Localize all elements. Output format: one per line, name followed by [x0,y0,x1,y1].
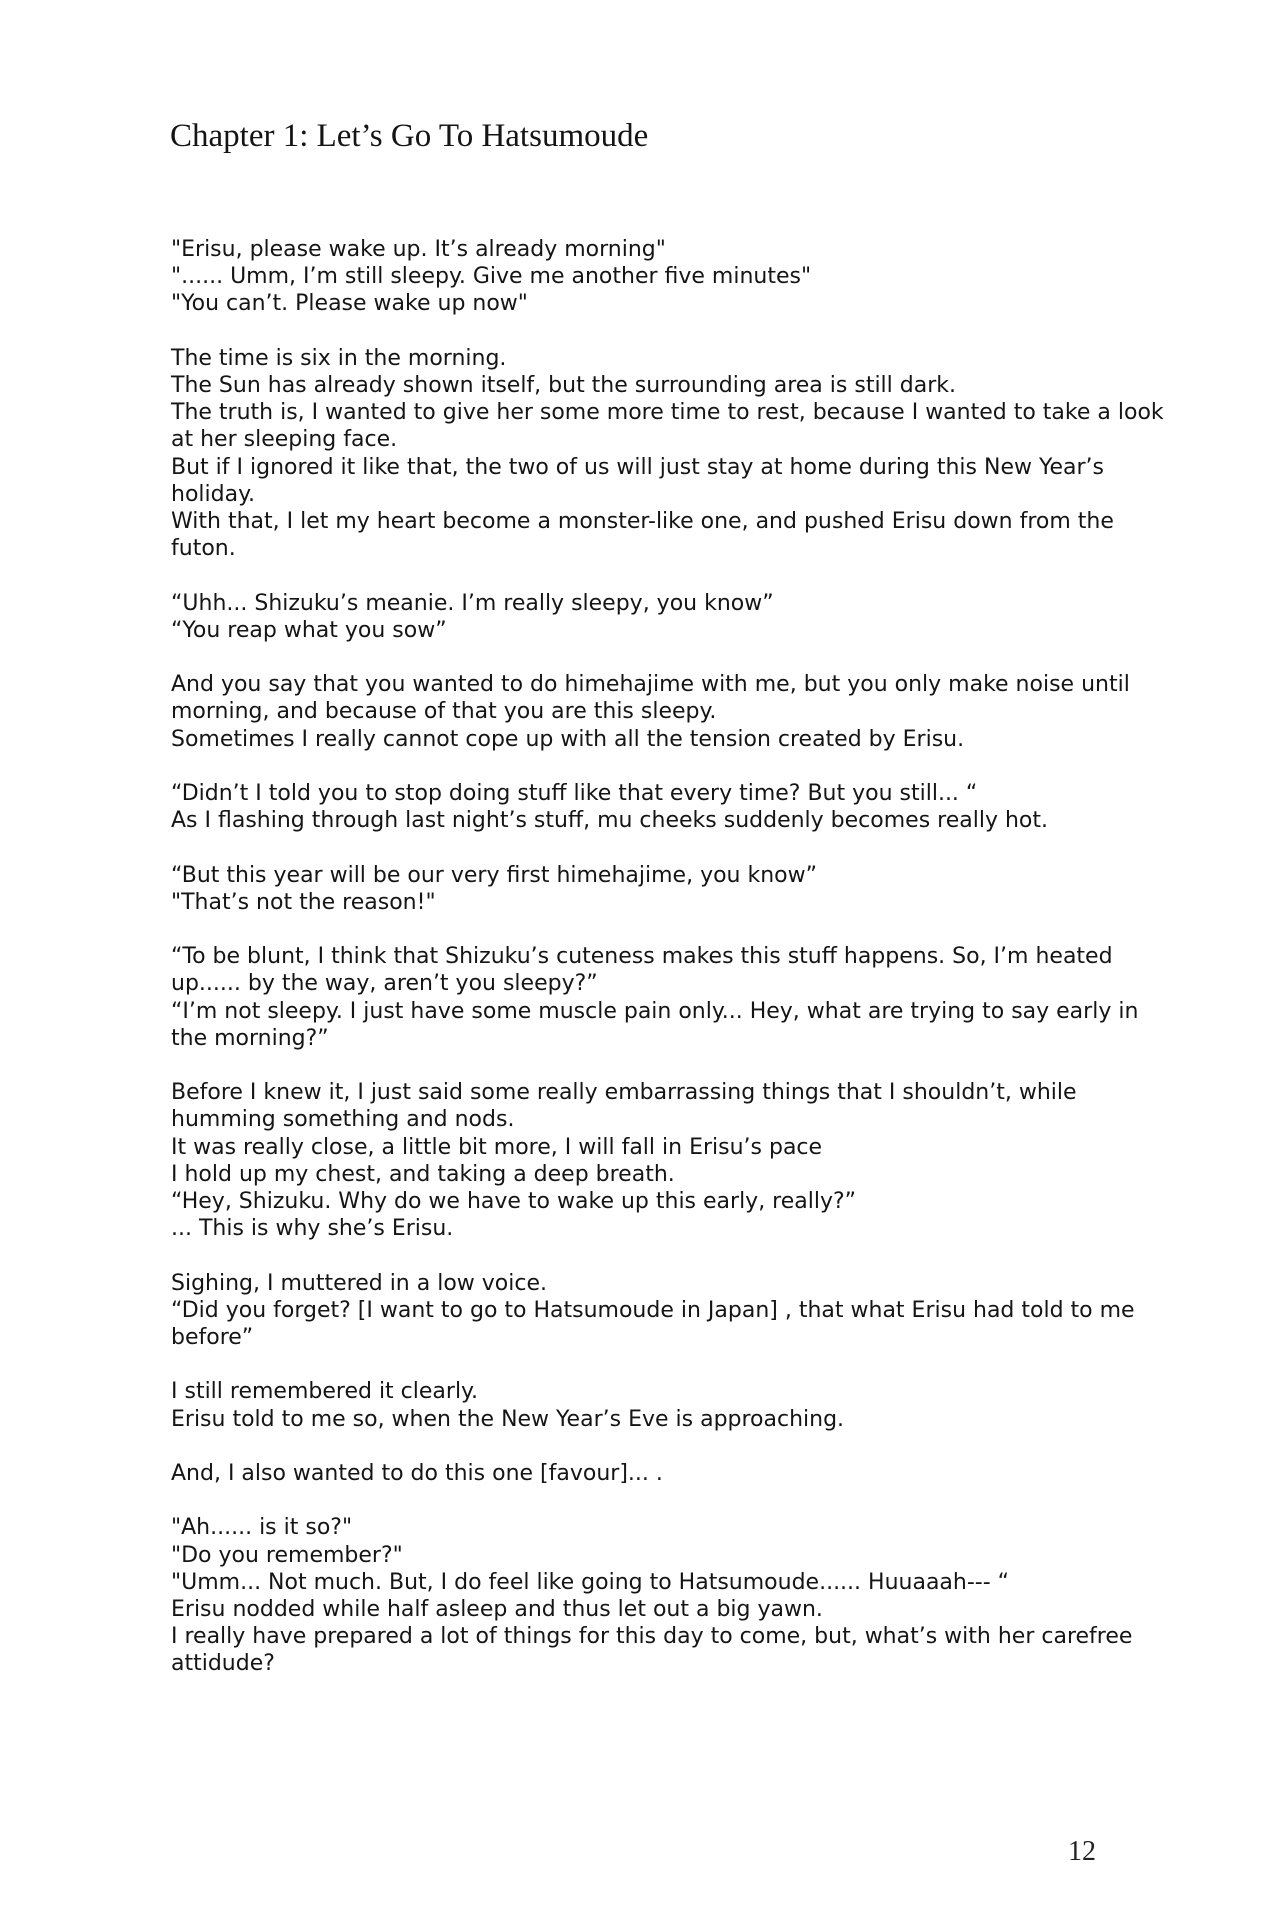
body-line: With that, I let my heart become a monster-like one, and pushed Erisu down from the futon. [171,509,1114,562]
body-line: And, I also wanted to do this one [favour]... . [171,1460,663,1486]
body-line: The Sun has already shown itself, but the surrounding area is still dark. [171,373,956,398]
body-line: Sighing, I muttered in a low voice. [171,1270,547,1296]
body-line: "...... Umm, I’m still sleepy. Give me another five minutes" [171,264,812,290]
body-line: I still remembered it clearly. [171,1379,478,1405]
body-line: Before I knew it, I just said some really embarrassing things that I shouldn’t, while humming something and nods. [171,1080,1077,1133]
body-line: And you say that you wanted to do himehajime with me, but you only make noise until morning, and because of that you are this sleepy. [171,672,1130,725]
body-line: "Do you remember?" [171,1542,403,1568]
body-line: It was really close, a little bit more, I will fall in Erisu’s pace [171,1134,823,1160]
paragraph-gap [171,1433,1171,1460]
body-line: "Erisu, please wake up. It’s already morning" [171,237,666,262]
body-line: “Did you forget? [I want to go to Hatsumoude in Japan] , that what Erisu had told to me before” [171,1297,1135,1350]
paragraph-gap [171,318,1171,345]
body-line: "You can’t. Please wake up now" [171,291,528,317]
body-line: “To be blunt, I think that Shizuku’s cuteness makes this stuff happens. So, I’m heated up...... by the way, aren’t you sleepy?” [171,944,1113,997]
body-line: “You reap what you sow” [171,617,447,643]
body-line: I hold up my chest, and taking a deep breath. [171,1161,675,1187]
body-line: "Ah...... is it so?" [171,1515,353,1541]
paragraph-gap [171,1242,1171,1269]
body-line: “But this year will be our very first himehajime, you know” [171,862,818,888]
body-line: "Umm... Not much. But, I do feel like going to Hatsumoude...... Huuaaah--- “ [171,1569,1010,1595]
body-line: As I flashing through last night’s stuff, mu cheeks suddenly becomes really hot. [171,808,1048,834]
body-line: ... This is why she’s Erisu. [171,1216,454,1242]
body-line: But if I ignored it like that, the two of us will just stay at home during this New Year’s holiday. [171,454,1105,507]
body-line: “Uhh... Shizuku’s meanie. I’m really sleepy, you know” [171,590,774,616]
paragraph-gap [171,1052,1171,1079]
body-line: “Didn’t I told you to stop doing stuff like that every time? But you still... “ [171,781,978,806]
body-line: "That’s not the reason!" [171,889,436,915]
chapter-title: Chapter 1: Let’s Go To Hatsumoude [170,118,649,154]
body-line: Erisu nodded while half asleep and thus let out a big yawn. [171,1596,823,1622]
body-line: Erisu told to me so, when the New Year’s Eve is approaching. [171,1406,845,1432]
paragraph-gap [171,834,1171,861]
body-line: “I’m not sleepy. I just have some muscle pain only... Hey, what are trying to say early in the morning?” [171,998,1139,1051]
body-line: I really have prepared a lot of things for this day to come, but, what’s with her carefree attidude? [171,1624,1133,1677]
paragraph-gap [171,562,1171,589]
paragraph-gap [171,644,1171,671]
body-text [171,236,1171,1678]
body-line: The time is six in the morning. [171,345,507,371]
page-number: 12 [1068,1836,1096,1867]
paragraph-gap [171,916,1171,943]
body-line: The truth is, I wanted to give her some more time to rest, because I wanted to take a look at her sleeping face. [171,400,1164,453]
body-line: “Hey, Shizuku. Why do we have to wake up this early, really?” [171,1189,857,1214]
paragraph-gap [171,1487,1171,1514]
body-line: Sometimes I really cannot cope up with all the tension created by Erisu. [171,726,965,752]
paragraph-gap [171,1351,1171,1378]
paragraph-gap [171,753,1171,780]
